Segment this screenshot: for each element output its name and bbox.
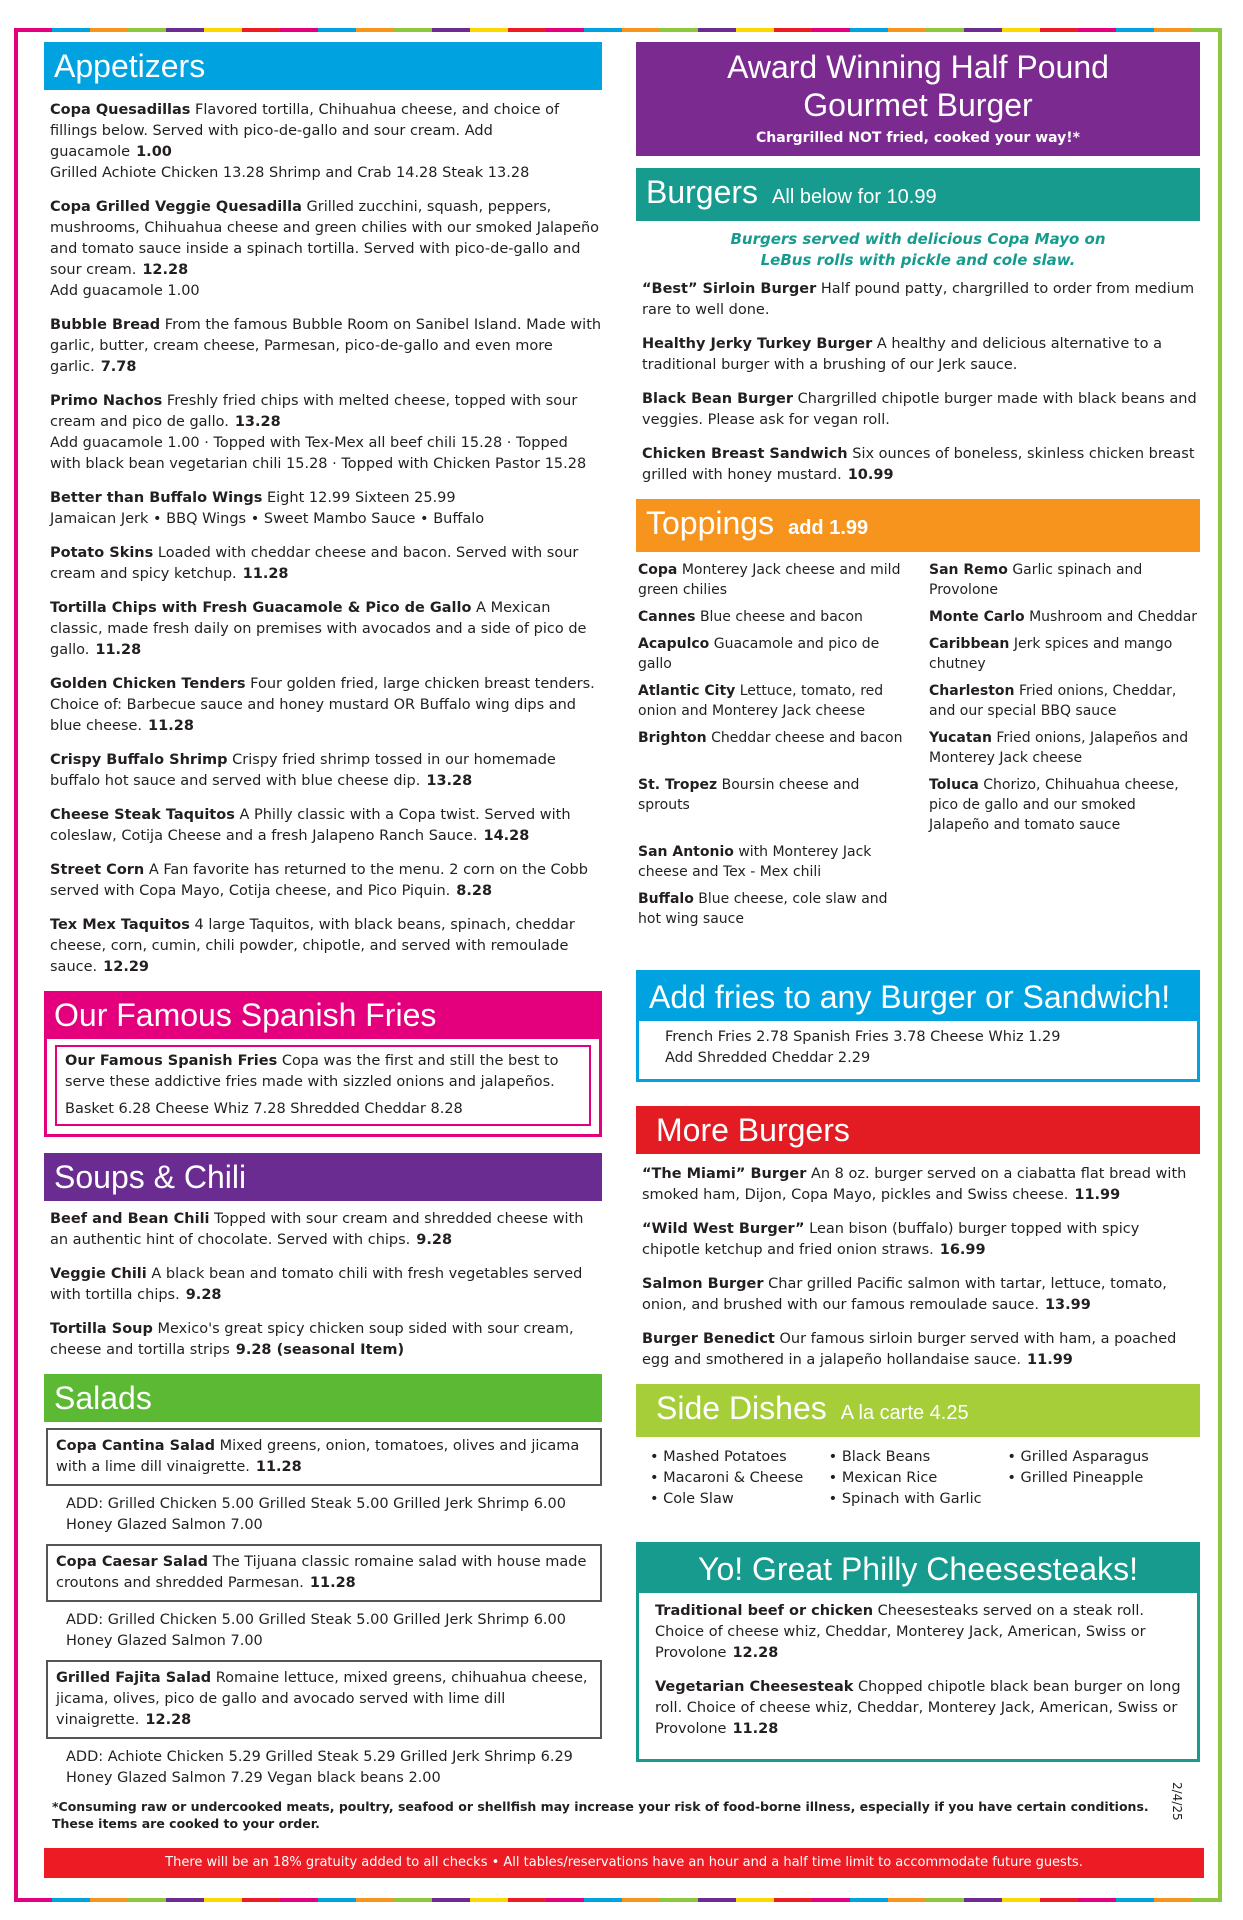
topping-name: Brighton bbox=[638, 730, 707, 746]
topping-name: Monte Carlo bbox=[929, 609, 1025, 625]
salad-price: 11.28 bbox=[255, 1459, 302, 1475]
philly-item-price: 12.28 bbox=[732, 1645, 779, 1661]
more-item bbox=[642, 1329, 1200, 1371]
addfries-header: Add fries to any Burger or Sandwich! bbox=[639, 973, 1197, 1021]
soups-item-price: 9.28 bbox=[416, 1232, 453, 1248]
philly-item bbox=[655, 1677, 1187, 1740]
topping-item bbox=[638, 607, 909, 627]
soups-item bbox=[50, 1319, 602, 1361]
side-dish-item: • Grilled Asparagus bbox=[1007, 1449, 1149, 1465]
philly-box bbox=[636, 1542, 1200, 1762]
topping-name: Acapulco bbox=[638, 636, 710, 652]
more-item-desc: Lean bison (buffalo) burger topped with spicy chipotle ketchup and fried onion straws. bbox=[642, 1221, 1140, 1258]
appetizers-item-price: 13.28 bbox=[234, 414, 281, 430]
appetizers-item-desc: Eight 12.99 Sixteen 25.99 bbox=[266, 490, 456, 506]
side-dish-item: • Grilled Pineapple bbox=[1007, 1470, 1144, 1486]
appetizers-item-price: 7.78 bbox=[100, 359, 137, 375]
burgers-item-name: “Best” Sirloin Burger bbox=[642, 281, 817, 297]
appetizers-item-desc: Freshly fried chips with melted cheese, topped with sour cream and pico de gallo. bbox=[50, 393, 578, 430]
topping-name: Caribbean bbox=[929, 636, 1010, 652]
appetizers-item bbox=[50, 488, 602, 530]
philly-item bbox=[655, 1601, 1187, 1664]
side-dish-item: • Black Beans bbox=[828, 1449, 931, 1465]
topping-desc: Blue cheese and bacon bbox=[699, 609, 863, 625]
burgers-list bbox=[636, 279, 1200, 486]
appetizers-item-desc: A Fan favorite has returned to the menu. 2 corn on the Cobb served with Copa Mayo, Cotija cheese, and Pico Piquin. bbox=[50, 862, 588, 899]
appetizers-item-name: Bubble Bread bbox=[50, 317, 161, 333]
policy-bar: There will be an 18% gratuity added to all checks • All tables/reservations have an hour and a half time limit to accommodate future guests. bbox=[44, 1848, 1204, 1878]
more-item-name: Salmon Burger bbox=[642, 1276, 764, 1292]
appetizers-item-desc: Flavored tortilla, Chihuahua cheese, and choice of fillings below. Served with pico-de-gallo and sour cream. Add guacamole bbox=[50, 102, 560, 160]
toppings-grid bbox=[636, 552, 1200, 936]
topping-item bbox=[638, 728, 909, 768]
topping-item bbox=[638, 681, 909, 721]
salad-price: 12.28 bbox=[145, 1712, 192, 1728]
appetizers-item-name: Crispy Buffalo Shrimp bbox=[50, 752, 228, 768]
salad-addons: ADD: Grilled Chicken 5.00 Grilled Steak 5.00 Grilled Jerk Shrimp 6.00 Honey Glazed Salmon 7.00 bbox=[66, 1612, 566, 1649]
topping-name: Charleston bbox=[929, 683, 1015, 699]
side-dish-item: • Macaroni & Cheese bbox=[650, 1470, 804, 1486]
soups-item bbox=[50, 1209, 602, 1251]
appetizers-item-extra: Jamaican Jerk • BBQ Wings • Sweet Mambo Sauce • Buffalo bbox=[50, 511, 485, 527]
sides-grid bbox=[636, 1437, 1200, 1520]
topping-item bbox=[638, 634, 909, 674]
addfries-line1: French Fries 2.78 Spanish Fries 3.78 Cheese Whiz 1.29 bbox=[665, 1029, 1061, 1045]
burgers-item-desc: A healthy and delicious alternative to a traditional burger with a brushing of our Jerk sauce. bbox=[642, 336, 1162, 373]
appetizers-item-price: 14.28 bbox=[483, 828, 530, 844]
burgers-item-name: Black Bean Burger bbox=[642, 391, 794, 407]
side-dish-item: • Cole Slaw bbox=[650, 1491, 734, 1507]
menu-date: 2/4/25 bbox=[1170, 1782, 1184, 1821]
appetizers-item-desc: A Philly classic with a Copa twist. Served with coleslaw, Cotija Cheese and a fresh Jalapeno Ranch Sauce. bbox=[50, 807, 571, 844]
more-item bbox=[642, 1164, 1200, 1206]
appetizers-item bbox=[50, 860, 602, 902]
appetizers-item-price: 12.29 bbox=[103, 959, 150, 975]
appetizers-list bbox=[44, 100, 602, 978]
side-dish-item bbox=[1007, 1489, 1186, 1510]
appetizers-item-desc: Crispy fried shrimp tossed in our homemade buffalo hot sauce and served with blue cheese dip. bbox=[50, 752, 556, 789]
appetizers-item-price: 11.28 bbox=[242, 566, 289, 582]
appetizers-item-name: Potato Skins bbox=[50, 545, 154, 561]
salad-desc: Romaine lettuce, mixed greens, chihuahua cheese, jicama, olives, pico de gallo and avocado served with lime dill vinaigrette. bbox=[56, 1670, 588, 1728]
appetizers-item bbox=[50, 315, 602, 378]
soups-item-name: Veggie Chili bbox=[50, 1266, 147, 1282]
topping-desc: with Monterey Jack cheese and Tex - Mex chili bbox=[638, 844, 872, 880]
side-dish-item: • Spinach with Garlic bbox=[828, 1491, 982, 1507]
appetizers-item-price: 13.28 bbox=[426, 773, 473, 789]
fries-header: Our Famous Spanish Fries bbox=[44, 991, 602, 1039]
appetizers-item-name: Better than Buffalo Wings bbox=[50, 490, 263, 506]
appetizers-item bbox=[50, 674, 602, 737]
soups-item-price: 9.28 (seasonal Item) bbox=[235, 1342, 405, 1358]
salads-header: Salads bbox=[44, 1374, 602, 1422]
more-item-desc: Char grilled Pacific salmon with tartar, lettuce, tomato, onion, and brushed with our famous remoulade sauce. bbox=[642, 1276, 1167, 1313]
appetizers-header: Appetizers bbox=[44, 42, 602, 90]
salad-item bbox=[46, 1428, 602, 1486]
soups-item-price: 9.28 bbox=[185, 1287, 222, 1303]
topping-desc: Fried onions, Jalapeños and Monterey Jack cheese bbox=[929, 730, 1189, 766]
burgers-item bbox=[642, 444, 1200, 486]
soups-item-name: Tortilla Soup bbox=[50, 1321, 153, 1337]
topping-desc: Mushroom and Cheddar bbox=[1029, 609, 1198, 625]
philly-header: Yo! Great Philly Cheesesteaks! bbox=[639, 1545, 1197, 1593]
more-item bbox=[642, 1274, 1200, 1316]
appetizers-item-name: Cheese Steak Taquitos bbox=[50, 807, 235, 823]
salad-item bbox=[46, 1660, 602, 1739]
salad-desc: Mixed greens, onion, tomatoes, olives and jicama with a lime dill vinaigrette. bbox=[56, 1438, 580, 1475]
salad-name: Copa Cantina Salad bbox=[56, 1438, 215, 1454]
more-item-price: 11.99 bbox=[1027, 1352, 1073, 1368]
soups-item-desc: A black bean and tomato chili with fresh vegetables served with tortilla chips. bbox=[50, 1266, 583, 1303]
fries-box: Our Famous Spanish Fries Copa was the first and still the best to serve these addictive fries made with sizzled onions and jalapeños. Basket 6.28 Cheese Whiz 7.28 Shredded Cheddar 8.28 bbox=[44, 1039, 602, 1137]
appetizers-item bbox=[50, 391, 602, 475]
appetizers-item-name: Primo Nachos bbox=[50, 393, 163, 409]
topping-name: St. Tropez bbox=[638, 777, 718, 793]
salad-addons: ADD: Grilled Chicken 5.00 Grilled Steak 5.00 Grilled Jerk Shrimp 6.00 Honey Glazed Salmon 7.00 bbox=[66, 1496, 566, 1533]
appetizers-item-price: 12.28 bbox=[142, 262, 189, 278]
salad-price: 11.28 bbox=[309, 1575, 356, 1591]
side-dish-item: • Mashed Potatoes bbox=[650, 1449, 787, 1465]
topping-item bbox=[929, 607, 1200, 627]
toppings-header: Toppings add 1.99 bbox=[636, 499, 1200, 552]
topping-desc: Cheddar cheese and bacon bbox=[711, 730, 903, 746]
burgers-item bbox=[642, 334, 1200, 376]
fries-prices: Basket 6.28 Cheese Whiz 7.28 Shredded Cheddar 8.28 bbox=[65, 1101, 463, 1117]
appetizers-item-desc: Grilled zucchini, squash, peppers, mushrooms, Chihuahua cheese and green chilies with our smoked Jalapeño and tomato sauce inside a spinach tortilla. Served with pico-de-gallo and sour cream. bbox=[50, 199, 600, 278]
topping-name: Buffalo bbox=[638, 891, 694, 907]
burgers-item-name: Chicken Breast Sandwich bbox=[642, 446, 848, 462]
topping-name: Cannes bbox=[638, 609, 696, 625]
philly-item-price: 11.28 bbox=[732, 1721, 779, 1737]
soups-item-name: Beef and Bean Chili bbox=[50, 1211, 210, 1227]
burgers-item-name: Healthy Jerky Turkey Burger bbox=[642, 336, 873, 352]
topping-name: San Antonio bbox=[638, 844, 734, 860]
topping-name: Atlantic City bbox=[638, 683, 736, 699]
award-subtitle: Chargrilled NOT fried, cooked your way!* bbox=[756, 130, 1080, 146]
appetizers-item bbox=[50, 543, 602, 585]
more-item-price: 16.99 bbox=[939, 1242, 986, 1258]
topping-item bbox=[638, 560, 909, 600]
soups-item-desc: Topped with sour cream and shredded cheese with an authentic hint of chocolate. Served with chips. bbox=[50, 1211, 584, 1248]
appetizers-item bbox=[50, 750, 602, 792]
topping-item bbox=[929, 681, 1200, 721]
salad-name: Grilled Fajita Salad bbox=[56, 1670, 212, 1686]
appetizers-item bbox=[50, 598, 602, 661]
appetizers-item-extra: Add guacamole 1.00 bbox=[50, 283, 200, 299]
philly-item-name: Traditional beef or chicken bbox=[655, 1603, 874, 1619]
topping-name: Copa bbox=[638, 562, 678, 578]
more-burgers-header: More Burgers bbox=[636, 1106, 1200, 1154]
side-dish-item: • Mexican Rice bbox=[828, 1470, 938, 1486]
food-safety-footnote: *Consuming raw or undercooked meats, poultry, seafood or shellfish may increase your risk of food-borne illness, especially if you have certain conditions. These items are cooked to your order. bbox=[52, 1799, 1149, 1831]
appetizers-item-desc: Loaded with cheddar cheese and bacon. Served with sour cream and spicy ketchup. bbox=[50, 545, 579, 582]
topping-item bbox=[638, 775, 909, 835]
topping-item bbox=[929, 560, 1200, 600]
appetizers-item-name: Golden Chicken Tenders bbox=[50, 676, 246, 692]
appetizers-item-name: Tortilla Chips with Fresh Guacamole & Pico de Gallo bbox=[50, 600, 472, 616]
topping-desc: Chorizo, Chihuahua cheese, pico de gallo and our smoked Jalapeño and tomato sauce bbox=[929, 777, 1179, 833]
more-item-desc: Our famous sirloin burger served with ham, a poached egg and smothered in a jalapeño hollandaise sauce. bbox=[642, 1331, 1177, 1368]
topping-name: Yucatan bbox=[929, 730, 992, 746]
topping-item bbox=[929, 842, 1200, 882]
burgers-item-price: 10.99 bbox=[847, 467, 894, 483]
burgers-item-desc: Half pound patty, chargrilled to order from medium rare to well done. bbox=[642, 281, 1195, 318]
soups-header: Soups & Chili bbox=[44, 1153, 602, 1201]
salad-item bbox=[46, 1544, 602, 1602]
burgers-item bbox=[642, 279, 1200, 321]
appetizers-item-name: Street Corn bbox=[50, 862, 145, 878]
appetizers-item-desc: From the famous Bubble Room on Sanibel Island. Made with garlic, butter, cream cheese, Parmesan, pico-de-gallo and even more garlic. bbox=[50, 317, 602, 375]
topping-desc: Garlic spinach and Provolone bbox=[929, 562, 1143, 598]
appetizers-item-extra: Grilled Achiote Chicken 13.28 Shrimp and Crab 14.28 Steak 13.28 bbox=[50, 165, 530, 181]
topping-desc: Monterey Jack cheese and mild green chilies bbox=[638, 562, 901, 598]
soups-list bbox=[44, 1209, 602, 1361]
topping-name: Toluca bbox=[929, 777, 979, 793]
topping-desc: Guacamole and pico de gallo bbox=[638, 636, 880, 672]
burgers-item-desc: Chargrilled chipotle burger made with black beans and veggies. Please ask for vegan roll. bbox=[642, 391, 1197, 428]
burgers-tagline: Burgers served with delicious Copa Mayo on LeBus rolls with pickle and cole slaw. bbox=[730, 230, 1106, 269]
topping-desc: Blue cheese, cole slaw and hot wing sauce bbox=[638, 891, 888, 927]
more-item-name: “The Miami” Burger bbox=[642, 1166, 807, 1182]
more-item-name: Burger Benedict bbox=[642, 1331, 775, 1347]
burgers-header: Burgers All below for 10.99 bbox=[636, 168, 1200, 221]
topping-desc: Boursin cheese and sprouts bbox=[638, 777, 860, 813]
more-item-price: 11.99 bbox=[1074, 1187, 1121, 1203]
more-item-price: 13.99 bbox=[1044, 1297, 1091, 1313]
addfries-line2: Add Shredded Cheddar 2.29 bbox=[665, 1050, 871, 1066]
topping-item bbox=[929, 634, 1200, 674]
appetizers-item-desc: A Mexican classic, made fresh daily on premises with avocados and a side of pico de gallo. bbox=[50, 600, 587, 658]
appetizers-item-name: Copa Quesadillas bbox=[50, 102, 191, 118]
appetizers-item-extra: Add guacamole 1.00 · Topped with Tex-Mex all beef chili 15.28 · Topped with black bean vegetarian chili 15.28 · Topped with Chicken Pastor 15.28 bbox=[50, 435, 587, 472]
burgers-item bbox=[642, 389, 1200, 431]
sides-header: Side Dishes A la carte 4.25 bbox=[636, 1384, 1200, 1437]
appetizers-item-desc: 4 large Taquitos, with black beans, spinach, cheddar cheese, corn, cumin, chili powder, chipotle, and served with remoulade sauce. bbox=[50, 917, 575, 975]
appetizers-item-price: 1.00 bbox=[136, 144, 172, 160]
topping-desc: Lettuce, tomato, red onion and Monterey Jack cheese bbox=[638, 683, 884, 719]
soups-item-desc: Mexico's great spicy chicken soup sided with sour cream, cheese and tortilla strips bbox=[50, 1321, 574, 1358]
more-item-desc: An 8 oz. burger served on a ciabatta flat bread with smoked ham, Dijon, Copa Mayo, pickles and Swiss cheese. bbox=[642, 1166, 1187, 1203]
appetizers-item-desc: Four golden fried, large chicken breast tenders. Choice of: Barbecue sauce and honey mustard OR Buffalo wing dips and blue cheese. bbox=[50, 676, 595, 734]
philly-item-desc: Cheesesteaks served on a steak roll. Choice of cheese whiz, Cheddar, Monterey Jack, American, Swiss or Provolone bbox=[655, 1603, 1146, 1661]
left-column bbox=[44, 42, 602, 1797]
award-title: Award Winning Half Pound Gourmet Burger bbox=[727, 49, 1109, 123]
appetizers-item-name: Tex Mex Taquitos bbox=[50, 917, 190, 933]
philly-item-name: Vegetarian Cheesesteak bbox=[655, 1679, 854, 1695]
salad-addons: ADD: Achiote Chicken 5.29 Grilled Steak 5.29 Grilled Jerk Shrimp 6.29 Honey Glazed Salmon 7.29 Vegan black beans 2.00 bbox=[66, 1749, 573, 1786]
topping-item bbox=[638, 842, 909, 882]
salads-list bbox=[44, 1428, 602, 1789]
appetizers-item-name: Copa Grilled Veggie Quesadilla bbox=[50, 199, 302, 215]
award-banner bbox=[636, 42, 1200, 156]
topping-item bbox=[929, 775, 1200, 835]
appetizers-item bbox=[50, 197, 602, 302]
more-item-name: “Wild West Burger” bbox=[642, 1221, 805, 1237]
appetizers-item-price: 8.28 bbox=[456, 883, 493, 899]
more-item bbox=[642, 1219, 1200, 1261]
more-burgers-list bbox=[636, 1164, 1200, 1371]
appetizers-item-price: 11.28 bbox=[95, 642, 142, 658]
topping-name: San Remo bbox=[929, 562, 1008, 578]
topping-desc: Fried onions, Cheddar, and our special BBQ sauce bbox=[929, 683, 1177, 719]
appetizers-item-price: 11.28 bbox=[148, 718, 194, 734]
appetizers-item bbox=[50, 100, 602, 184]
addfries-box bbox=[636, 970, 1200, 1082]
salad-desc: The Tijuana classic romaine salad with house made croutons and shredded Parmesan. bbox=[56, 1554, 587, 1591]
topping-item bbox=[929, 728, 1200, 768]
appetizers-item bbox=[50, 915, 602, 978]
right-column bbox=[636, 42, 1200, 1762]
salad-name: Copa Caesar Salad bbox=[56, 1554, 209, 1570]
appetizers-item bbox=[50, 805, 602, 847]
soups-item bbox=[50, 1264, 602, 1306]
topping-item bbox=[638, 889, 909, 929]
burgers-item-desc: Six ounces of boneless, skinless chicken breast grilled with honey mustard. bbox=[642, 446, 1195, 483]
topping-desc: Jerk spices and mango chutney bbox=[929, 636, 1173, 672]
philly-item-desc: Chopped chipotle black bean burger on long roll. Choice of cheese whiz, Cheddar, Monterey Jack, American, Swiss or Provolone bbox=[655, 1679, 1181, 1737]
